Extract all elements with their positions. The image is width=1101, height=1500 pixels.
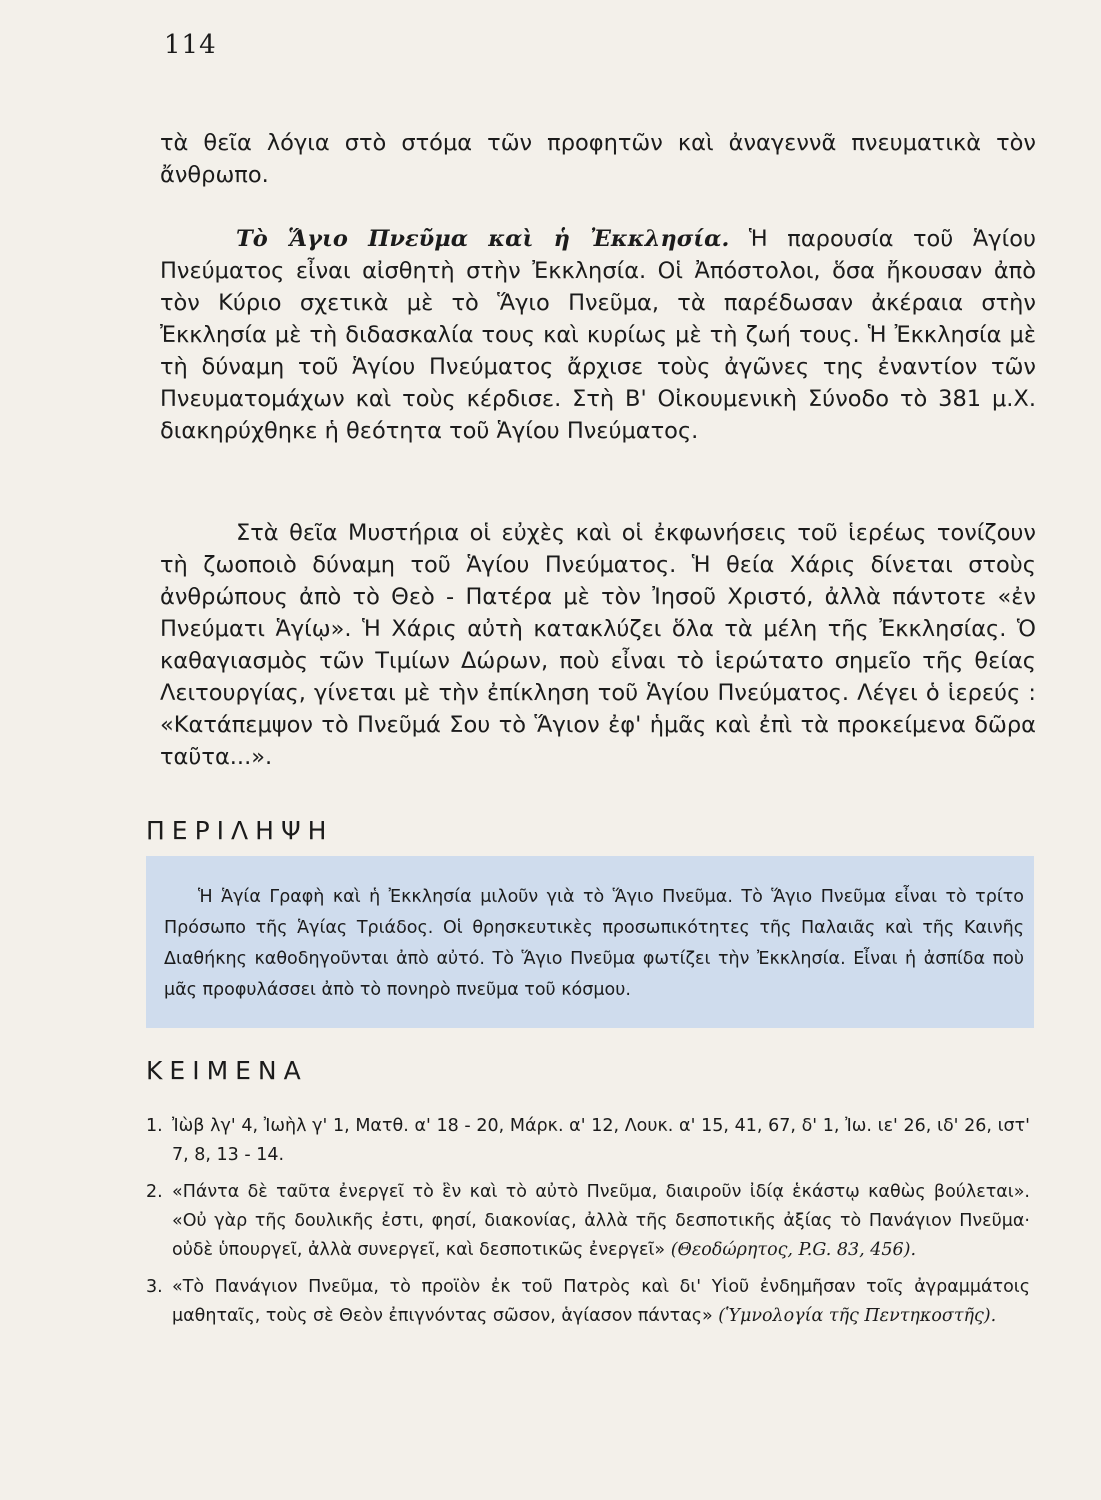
text-item-body: Ἰὼβ λγ' 4, Ἰωὴλ γ' 1, Ματθ. α' 18 - 20, Μάρκ. α' 12, Λουκ. α' 15, 41, 67, δ' 1, Ἰω. ιε' 26, ιδ' 26, ιστ' 7, 8, 13 - 14. [172,1116,1030,1165]
text-item-citation: (Ὑμνολογία τῆς Πεντηκοστῆς). [718,1306,997,1326]
text-item-body: «Τὸ Πανάγιον Πνεῦμα, τὸ προϊὸν ἐκ τοῦ Πατρὸς καὶ δι' Υἱοῦ ἐνδημῆσαν τοῖς ἀγραμμάτοις μαθηταῖς, τοὺς σὲ Θεὸν ἐπιγνόντας σῶσον, ἁγίασον πάντας» [172,1277,1030,1326]
text-item [146,1273,1030,1331]
spirit-church-body: Ἡ παρουσία τοῦ Ἁγίου Πνεύματος εἶναι αἰσθητὴ στὴν Ἐκκλησία. Οἱ Ἀπόστολοι, ὅσα ἤκουσαν ἀπὸ τὸν Κύριο σχετικὰ μὲ τὸ Ἅγιο Πνεῦμα, τὰ παρέδωσαν ἀκέραια στὴν Ἐκκλησία μὲ τὴ διδασκαλία τους καὶ κυρίως μὲ τὴ ζωή τους. Ἡ Ἐκκλησία μὲ τὴ δύναμη τοῦ Ἁγίου Πνεύματος ἄρχισε τοὺς ἀγῶνες της ἐναντίον τῶν Πνευματομάχων καὶ τοὺς κέρδισε. Στὴ Β' Οἰκουμενικὴ Σύνοδο τὸ 381 μ.Χ. διακηρύχθηκε ἡ θεότητα τοῦ Ἁγίου Πνεύματος. [160,225,1037,444]
text-item-body: «Πάντα δὲ ταῦτα ἐνεργεῖ τὸ ἓν καὶ τὸ αὐτὸ Πνεῦμα, διαιροῦν ἰδίᾳ ἑκάστῳ καθὼς βούλεται». «Οὐ γὰρ τῆς δουλικῆς ἐστι, φησί, διακονίας, ἀλλὰ τῆς δεσποτικῆς ἀξίας τὸ Πανάγιον Πνεῦμα· οὐδὲ ὑπουργεῖ, ἀλλὰ συνεργεῖ, καὶ δεσποτικῶς ἐνεργεῖ» [172,1182,1030,1260]
text-item-number: 3. [146,1277,163,1297]
spirit-church-paragraph [160,223,1036,447]
spirit-church-heading: Τὸ Ἅγιο Πνεῦμα καὶ ἡ Ἐκκλησία. [236,225,730,252]
text-item-citation: (Θεοδώρητος, P.G. 83, 456). [670,1240,917,1260]
texts-list [146,1112,1030,1339]
texts-heading: ΚΕΙΜΕΝΑ [146,1056,308,1085]
mysteries-paragraph: Στὰ θεῖα Μυστήρια οἱ εὐχὲς καὶ οἱ ἐκφωνήσεις τοῦ ἱερέως τονίζουν τὴ ζωοποιὸ δύναμη τοῦ Ἁγίου Πνεύματος. Ἡ θεία Χάρις δίνεται στοὺς ἀνθρώπους ἀπὸ τὸ Θεὸ - Πατέρα μὲ τὸν Ἰησοῦ Χριστό, ἀλλὰ πάντοτε «ἐν Πνεύματι Ἁγίῳ». Ἡ Χάρις αὐτὴ κατακλύζει ὅλα τὰ μέλη τῆς Ἐκκλησίας. Ὁ καθαγιασμὸς τῶν Τιμίων Δώρων, ποὺ εἶναι τὸ ἱερώτατο σημεῖο τῆς θείας Λειτουργίας, γίνεται μὲ τὴν ἐπίκληση τοῦ Ἁγίου Πνεύματος. Λέγει ὁ ἱερεύς : «Κατάπεμψον τὸ Πνεῦμά Σου τὸ Ἅγιον ἐφ' ἡμᾶς καὶ ἐπὶ τὰ προκείμενα δῶρα ταῦτα...». [160,519,1036,770]
text-item [146,1112,1030,1170]
summary-text: Ἡ Ἁγία Γραφὴ καὶ ἡ Ἐκκλησία μιλοῦν γιὰ τὸ Ἅγιο Πνεῦμα. Τὸ Ἅγιο Πνεῦμα εἶναι τὸ τρίτο Πρόσωπο τῆς Ἁγίας Τριάδος. Οἱ θρησκευτικὲς προσωπικότητες τῆς Παλαιᾶς καὶ τῆς Καινῆς Διαθήκης καθοδηγοῦνται ἀπὸ αὐτό. Τὸ Ἅγιο Πνεῦμα φωτίζει τὴν Ἐκκλησία. Εἶναι ἡ ἀσπίδα ποὺ μᾶς προφυλάσσει ἀπὸ τὸ πονηρὸ πνεῦμα τοῦ κόσμου. [164,886,1024,1000]
text-item-number: 2. [146,1182,163,1202]
text-item-number: 1. [146,1116,163,1136]
text-item [146,1178,1030,1265]
summary-heading: ΠΕΡΙΛΗΨΗ [146,816,334,845]
intro-paragraph: τὰ θεῖα λόγια στὸ στόμα τῶν προφητῶν καὶ ἀναγεννᾶ πνευματικὰ τὸν ἄνθρωπο. [160,129,1036,188]
page-number: 114 [164,30,217,60]
